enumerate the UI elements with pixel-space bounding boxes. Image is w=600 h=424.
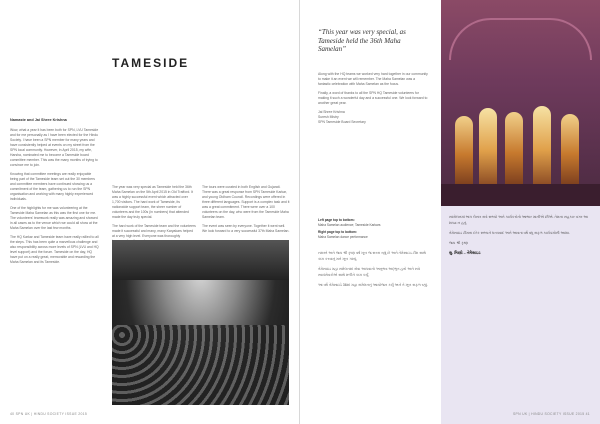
column-paragraph: The hard work of the Tameside team and the volunteers made it successful and many, many Karyakars helped at a very high level. Everyone was thoroughly [112,224,196,238]
left-footer: 40 SPN UK | HINDU SOCIETY ISSUE 2015 [10,412,88,416]
gujarati-paragraph: તેમેસાઇડ ટીમના દરેક સભ્યને ધન્યવાદ અને આવતા વર્ષે વધુ સફળ કાર્યક્રમોની આશા. [449,231,570,235]
intro-heading: Namaste and Jai Shree Krishna [10,118,67,122]
gujarati-panel [441,206,600,424]
stage-arch [449,18,592,60]
column-two [112,185,196,237]
right-footer: SPN UK | HINDU SOCIETY ISSUE 2015 41 [512,412,590,416]
intro-column [10,118,100,408]
dance-photo [441,0,600,206]
gujarati-paragraph: નમસ્તે અને જય શ્રી કૃષ્ણ વર્ષ ખૂબ જ સરસ રહ્યું છે અને તેમેસાઇડ ટીમ સાથે કામ કરવાનું મને ખૂબ ગમ્યું. [318,251,426,261]
dancer-figure [505,112,523,186]
page-title: TAMESIDE [112,56,190,70]
intro-paragraph: One of the highlights for me was volunteering at the Tameside Maha Samelan as this was the first one for me. The volunteers' teamwork really was amazing and showed in all cases as to the venue which we could all show at the Maha Samelan over the last few months. [10,206,98,230]
column-three [202,185,290,237]
gujarati-signoff: સુ. મિસ્ત્રી – તેમેસાઇડ [449,251,481,255]
gujarati-paragraph: તેમેસાઇડ મહા સમેલનમાં સેવા આપવાનો અનુભવ અદ્ભુત હતો અને સવે સ્વયંસેવકોએ સાથે મળીને કામ કર્યું. [318,267,420,277]
caption-left-heading: Left page top to bottom: [318,218,355,222]
gujarati-paragraph: સમ્મેલનમાં ભાગ લેનાર સવે સભ્યો અને કાર્યકરોનો આભાર માનીએ છીએ. તેમના સહકાર વગર આ શક્ય ન હતું. [449,215,588,225]
crowd-image [112,325,289,405]
column-paragraph: The event was seen by everyone. Together it went well. We look forward to a very successful 37th Maha Samelan. [202,224,290,233]
right-body-column [318,72,428,212]
stage-floor [441,184,600,206]
body-paragraph: Finally, a word of thanks to all the SPN HQ Tameside volunteers for making it such a wonderful day and a successful one. We look forward to another great year. [318,91,428,105]
gujarati-paragraph: જય શ્રી કૃષ્ણ [449,241,469,245]
body-paragraph: Along with the HQ teams we worked very hard together in our community to make it an event we will remember. The Maha Samelan was a fantastic celebration with Maha Samelan as the focus. [318,72,428,86]
gujarati-column-one [318,250,428,410]
signature-block: Jai Shree Krishna Suresh Mistry SPN Tameside Board Secretary [318,110,366,124]
pull-quote: “This year was very special, as Tameside held the 36th Maha Samelan” [318,28,406,53]
photo-captions [318,218,428,239]
intro-paragraph: The HQ Karkar and Tameside team have really rallied to all the steps. This has been quite a marvellous challenge and also responsibility across more levels of SPN (LVU and HQ level support) and the forum. Tameside on the day, HQ have put on a really great, memorable and rewarding the Maha Samelan and its Tameside. [10,235,99,264]
dancer-figure [479,108,497,186]
caption-right-text: Maha Samelan dance performance [318,234,368,239]
caption-left-text: Maha Samelan audience; Tameside Karkars [318,222,381,227]
column-paragraph: The year was very special as Tameside held the 36th Maha Samelan on the 5th April 2015 in Old Trafford. It was a highly successful event which attracted over 1,700 visitors. The hard work of Tameside, its nationwide support team, the sheer number of volunteers and the 100s (in numbers) that attended made the day truly special. [112,185,193,219]
audience-photo [112,240,289,405]
intro-paragraph: Wow, what a year it has been both for SPN, LVU Tameside and for me personally as I have been elected for the Hindu Society. I have been a SPN member for many years and have consistently helped at events on my street from the SPN local community. However, in April 2015, my wife, Harsha, nominated me to become a Tameside board committee member. This was the many months of trying to convince me to join. [10,128,99,167]
stage-lights [112,240,289,280]
gujarati-paragraph: આ વર્ષે તેમેસાઇડે 36માં મહા સમેલનનું આયોજન કર્યું અને તે ખૂબ સફળ રહ્યું. [318,283,428,287]
intro-paragraph: Knowing that committee meetings are really enjoyable being part of the Tameside team set out the 30 members and committee members have continued showing us a commitment of the team, gathering us to run the SPN organisation and working with many highly experienced individuals. [10,172,95,201]
gujarati-column-two [449,214,592,409]
caption-right-heading: Right page top to bottom: [318,230,357,234]
column-paragraph: The tours were curated in both English and Gujarati. There was a great response from SPN Tameside Karkar, and young Oldham Council. Recordings were offered in three different languages. Support is a complex task and it was a great commitment. There were over a 100 volunteers on the day, who were from the Tameside Maha Samelan team. [202,185,290,219]
dancer-figure [455,116,473,186]
dancer-figure [533,106,551,186]
dancer-figure [561,114,579,186]
